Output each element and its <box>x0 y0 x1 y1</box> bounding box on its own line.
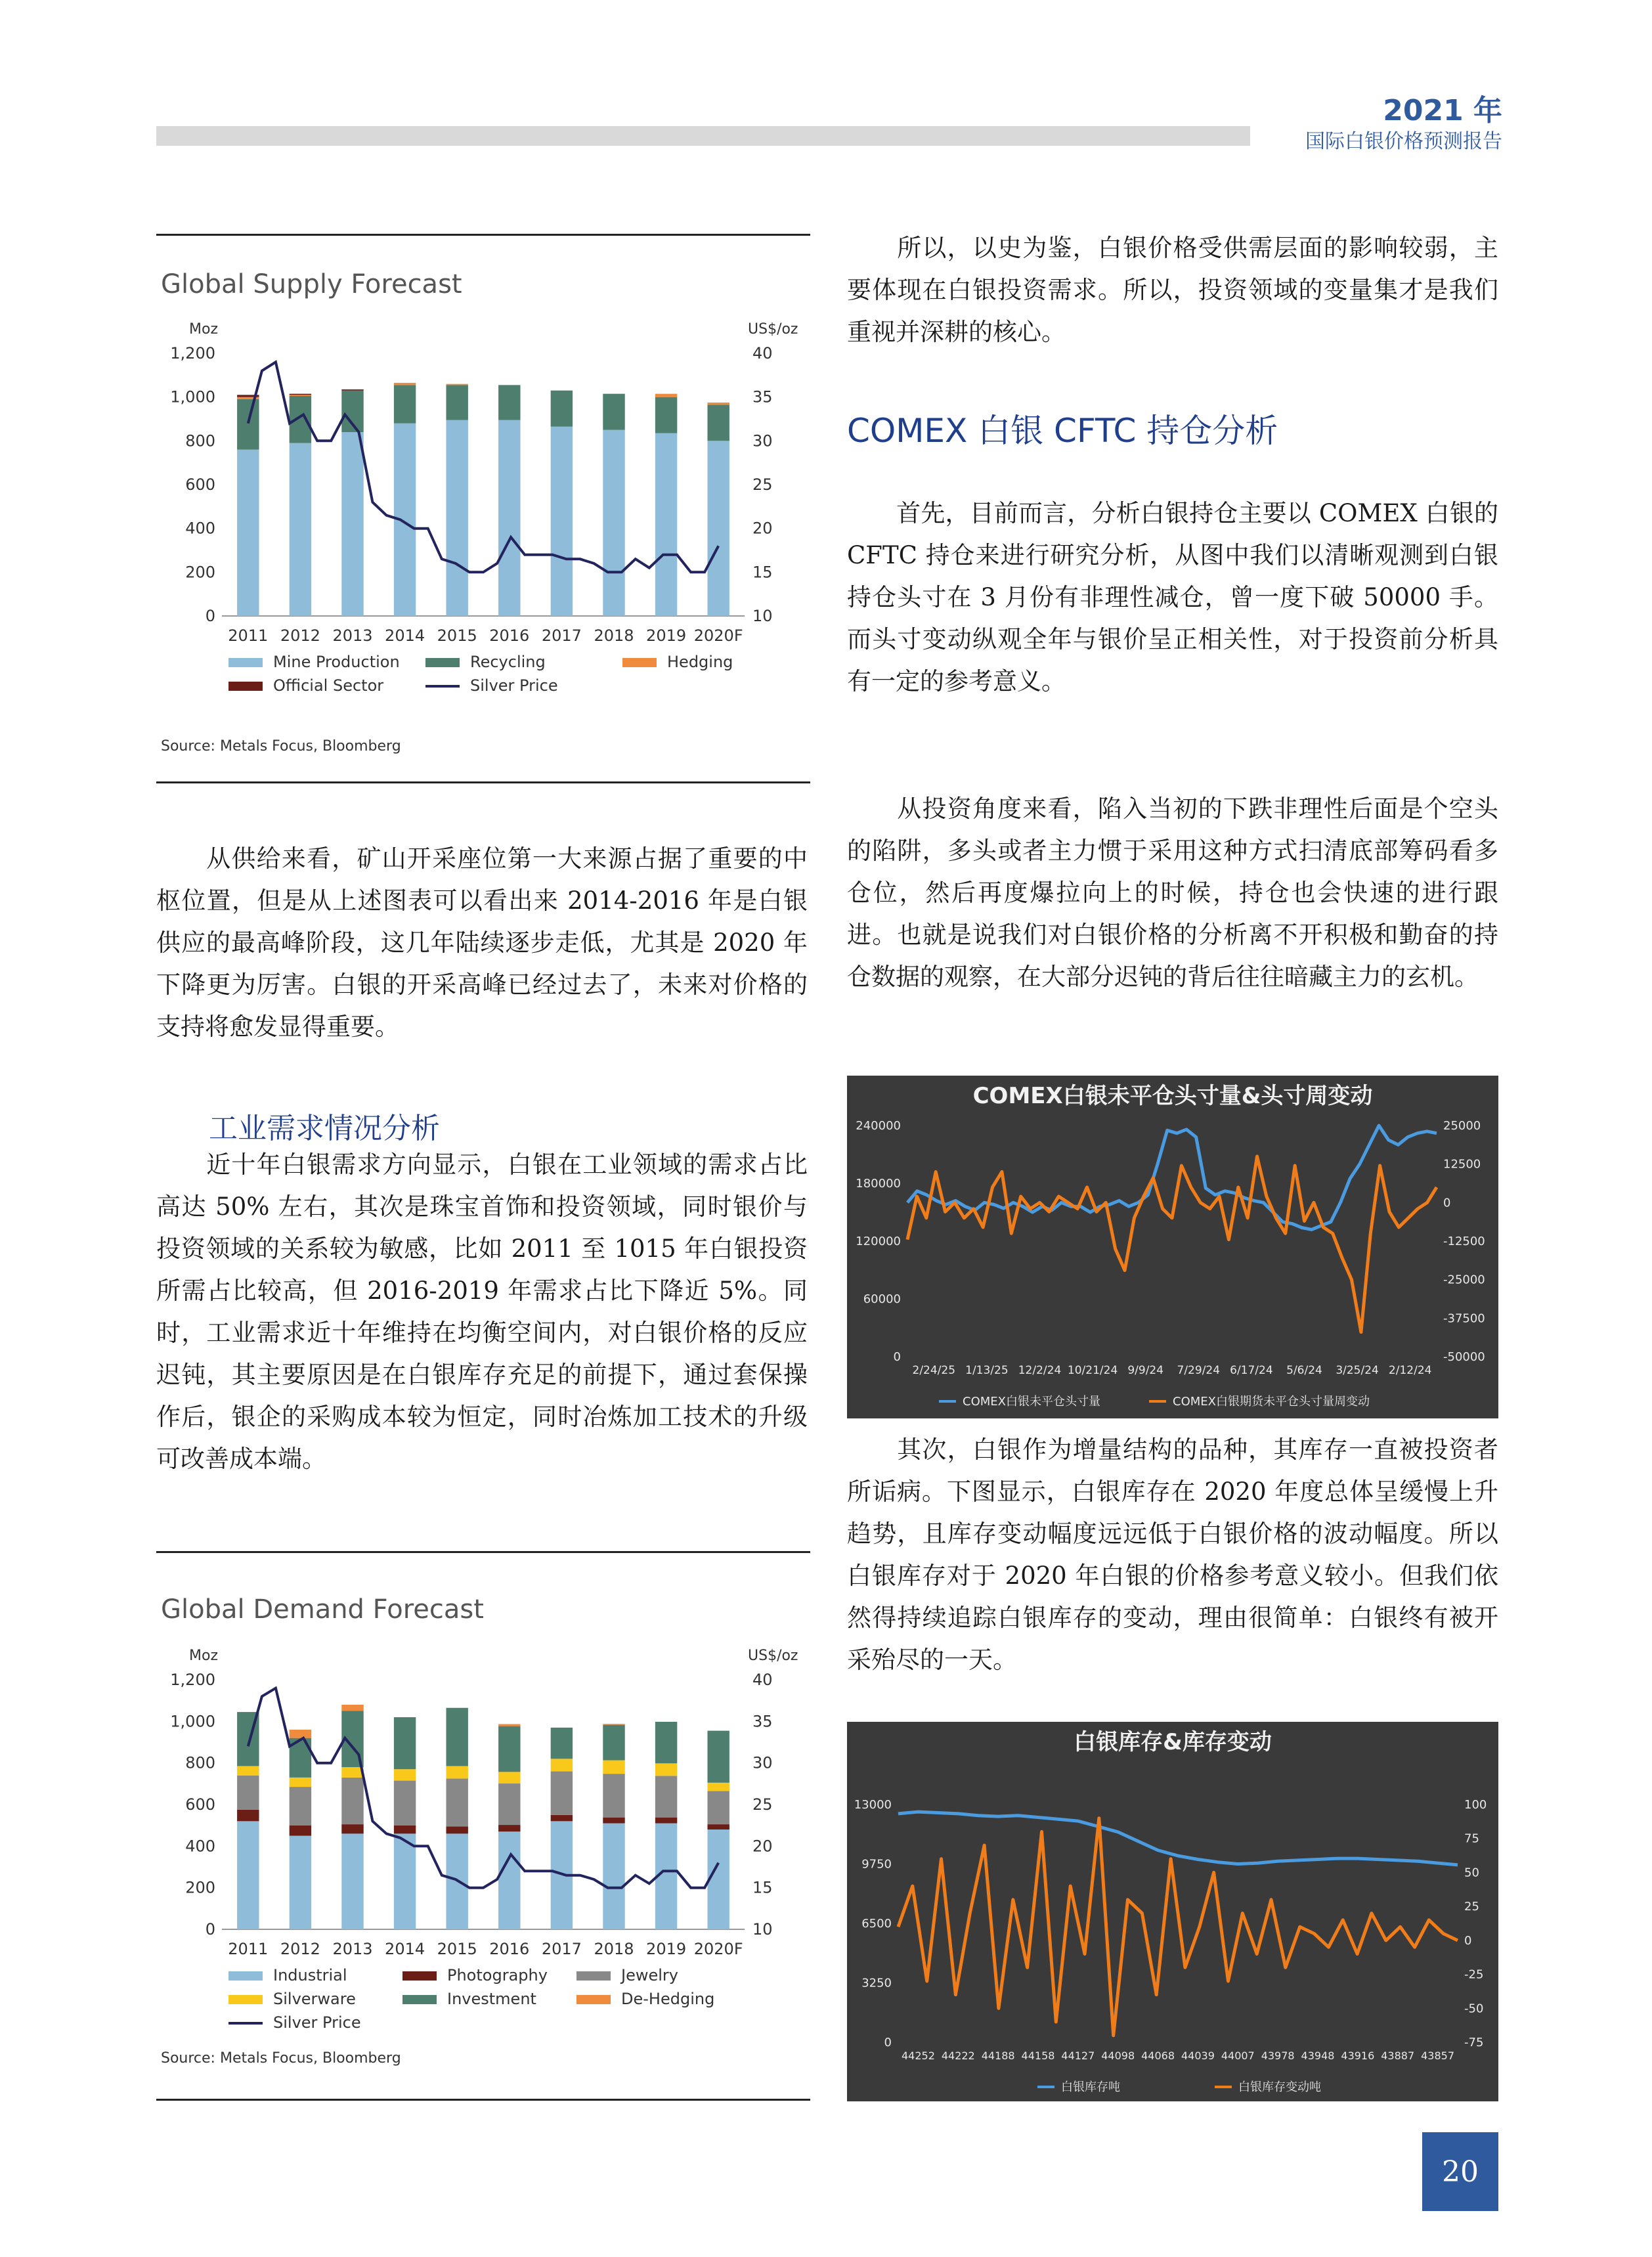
bar-segment <box>498 385 520 420</box>
x-tick-label: 2019 <box>646 1940 687 1958</box>
y-tick-label: 0 <box>893 1350 901 1364</box>
y2-tick-label: -12500 <box>1443 1235 1485 1248</box>
demand-chart <box>156 1642 810 2036</box>
x-tick-label: 2012 <box>280 1940 320 1958</box>
bar-segment <box>603 1824 624 1930</box>
legend-label: Silverware <box>273 1990 356 2008</box>
silver-price-line <box>248 1688 718 1888</box>
bar-segment <box>655 1818 677 1824</box>
invest-paragraph: 从投资角度来看，陷入当初的下跌非理性后面是个空头的陷阱，多头或者主力惯于采用这种方式扫清底部筹码看多仓位，然后再度爆拉向上的时候，持仓也会快速的进行跟进。也就是说我们对白银价格的分析离不开积极和勤奋的持仓数据的观察，在大部分迟钝的背后往往暗藏主力的玄机。 <box>847 795 1498 991</box>
bar-segment <box>237 1821 259 1929</box>
bar-segment <box>237 1766 259 1775</box>
page-number: 20 <box>1422 2132 1498 2211</box>
x-tick-label: 44039 <box>1181 2049 1215 2062</box>
supply-chart <box>156 315 810 722</box>
demand-figure-bottom-rule <box>156 2099 810 2101</box>
bar-segment <box>498 1724 520 1726</box>
bar-segment <box>341 1824 363 1833</box>
legend-label: Hedging <box>667 653 733 671</box>
y2-tick-label: 25 <box>752 475 773 494</box>
x-tick-label: 2011 <box>228 1940 269 1958</box>
header-year: 2021 年 <box>1383 94 1502 127</box>
legend-label: Recycling <box>470 653 546 671</box>
y2-tick-label: 25 <box>752 1795 773 1814</box>
y-tick-label: 1,000 <box>170 1712 215 1731</box>
bar-segment <box>394 1769 416 1780</box>
bar-segment <box>551 1771 573 1815</box>
y2-tick-label: 20 <box>752 519 773 538</box>
x-tick-label: 43948 <box>1301 2049 1335 2062</box>
legend-swatch <box>402 1971 437 1981</box>
supply-chart-source: Source: Metals Focus, Bloomberg <box>161 738 401 755</box>
legend-swatch <box>402 1995 437 2004</box>
y-tick-label: 1,000 <box>170 387 215 406</box>
bar-segment <box>394 385 416 423</box>
x-tick-label: 2017 <box>541 626 582 645</box>
bar-segment <box>290 443 311 616</box>
comex-chart <box>847 1076 1498 1418</box>
bar-segment <box>551 1815 573 1822</box>
legend-label: 白银库存吨 <box>1061 2080 1120 2094</box>
bar-segment <box>394 1781 416 1826</box>
bar-segment <box>290 394 311 395</box>
y-tick-label: 800 <box>185 431 215 450</box>
y-tick-label: 200 <box>185 1878 215 1897</box>
chart-title: 白银库存&库存变动 <box>1074 1729 1272 1755</box>
x-tick-label: 7/29/24 <box>1177 1364 1221 1377</box>
bar-segment <box>446 1708 467 1766</box>
y-tick-label: 60000 <box>863 1292 901 1306</box>
bar-segment <box>498 1726 520 1772</box>
bar-segment <box>237 399 259 450</box>
y2-tick-label: 50 <box>1464 1866 1479 1880</box>
x-tick-label: 2/24/25 <box>912 1364 956 1377</box>
y-tick-label: 400 <box>185 1837 215 1856</box>
y2-tick-label: 0 <box>1464 1933 1472 1948</box>
bar-segment <box>237 450 259 616</box>
x-tick-label: 43916 <box>1341 2049 1375 2062</box>
bar-segment <box>290 1778 311 1787</box>
legend-swatch <box>425 658 460 667</box>
right-unit-label: US$/oz <box>748 1648 798 1664</box>
bar-segment <box>551 391 573 427</box>
header-bar <box>156 126 1250 146</box>
bar-segment <box>237 1776 259 1810</box>
x-tick-label: 12/2/24 <box>1018 1364 1062 1377</box>
bar-segment <box>603 430 624 616</box>
x-tick-label: 2015 <box>437 1940 477 1958</box>
y2-tick-label: 15 <box>752 1878 773 1897</box>
x-tick-label: 2/12/24 <box>1388 1364 1432 1377</box>
x-tick-label: 43978 <box>1261 2049 1295 2062</box>
header-subtitle: 国际白银价格预测报告 <box>1305 130 1502 153</box>
bar-segment <box>603 1761 624 1774</box>
bar-segment <box>341 1767 363 1778</box>
x-tick-label: 44007 <box>1221 2049 1255 2062</box>
bar-segment <box>290 1730 311 1738</box>
bar-segment <box>551 1759 573 1771</box>
x-tick-label: 2012 <box>280 626 320 645</box>
left-unit-label: Moz <box>189 321 218 338</box>
demand-figure-top-rule <box>156 1551 810 1553</box>
bar-segment <box>446 1766 467 1778</box>
x-tick-label: 2020F <box>693 1940 743 1958</box>
x-tick-label: 2013 <box>332 1940 373 1958</box>
y2-tick-label: 0 <box>1443 1196 1451 1210</box>
y2-tick-label: 75 <box>1464 1831 1479 1846</box>
x-tick-label: 9/9/24 <box>1127 1364 1164 1377</box>
bar-segment <box>446 1826 467 1833</box>
bar-segment <box>290 395 311 396</box>
bar-segment <box>341 389 363 391</box>
y-tick-label: 0 <box>884 2036 892 2049</box>
bar-segment <box>446 384 467 385</box>
bar-segment <box>237 1810 259 1821</box>
bar-segment <box>707 1830 729 1929</box>
y2-tick-label: 35 <box>752 1712 773 1731</box>
legend-label: Investment <box>447 1990 536 2008</box>
y2-tick-label: 25 <box>1464 1900 1479 1914</box>
bar-segment <box>655 394 677 397</box>
y-tick-label: 600 <box>185 475 215 494</box>
bar-segment <box>446 385 467 420</box>
x-tick-label: 44188 <box>981 2049 1015 2062</box>
x-tick-label: 2011 <box>228 626 269 645</box>
y2-tick-label: 25000 <box>1443 1119 1481 1133</box>
supply-figure-top-rule <box>156 234 810 236</box>
bar-segment <box>498 1784 520 1825</box>
legend-swatch <box>228 1971 263 1981</box>
y-tick-label: 13000 <box>854 1798 892 1812</box>
y2-tick-label: 100 <box>1464 1798 1487 1812</box>
x-tick-label: 2018 <box>594 626 634 645</box>
bar-segment <box>290 1836 311 1930</box>
bar-segment <box>655 1722 677 1763</box>
bar-segment <box>551 1728 573 1759</box>
x-tick-label: 6/17/24 <box>1230 1364 1273 1377</box>
bar-segment <box>498 1772 520 1783</box>
bar-segment <box>394 1833 416 1929</box>
y-tick-label: 0 <box>205 1920 215 1939</box>
y2-tick-label: 30 <box>752 431 773 450</box>
demand-chart-title: Global Demand Forecast <box>161 1594 484 1625</box>
industry-paragraph: 近十年白银需求方向显示，白银在工业领域的需求占比高达 50% 左右，其次是珠宝首饰和投资领域，同时银价与投资领域的关系较为敏感，比如 2011 至 1015 年白银投资所需占比较高，但 2016-2019 年需求占比下降近 5%。同时，工业需求近十年维持在均衡空间内，对白银价格的反应迟钝，其主要原因是在白银库存充足的前提下，通过套保操作后，银企的采购成本较为恒定，同时冶炼加工技术的升级可改善成本端。 <box>156 1150 808 1473</box>
x-tick-label: 2017 <box>541 1940 582 1958</box>
comex-chart-panel <box>847 1076 1498 1418</box>
y2-tick-label: -37500 <box>1443 1311 1485 1326</box>
bar-segment <box>498 1825 520 1831</box>
x-tick-label: 44068 <box>1141 2049 1175 2062</box>
y2-tick-label: -50000 <box>1443 1350 1485 1364</box>
bar-segment <box>290 1787 311 1826</box>
bar-segment <box>394 383 416 385</box>
bar-segment <box>290 396 311 443</box>
bar-segment <box>341 1778 363 1824</box>
right-unit-label: US$/oz <box>748 321 798 338</box>
cftc-paragraph: 首先，目前而言，分析白银持仓主要以 COMEX 白银的 CFTC 持仓来进行研究分析，从图中我们以清晰观测到白银持仓头寸在 3 月份有非理性减仓，曾一度下破 50000 手。而头寸变动纵观全年与银价呈正相关性，对于投资前分析具有一定的参考意义。 <box>847 499 1498 695</box>
legend-swatch <box>576 1995 611 2004</box>
x-tick-label: 44222 <box>941 2049 975 2062</box>
legend-label: COMEX白银期货未平仓头寸量周变动 <box>1173 1395 1370 1409</box>
y2-tick-label: -50 <box>1464 2002 1484 2016</box>
bar-segment <box>394 1826 416 1834</box>
demand-chart-source: Source: Metals Focus, Bloomberg <box>161 2050 401 2067</box>
x-tick-label: 2014 <box>385 626 425 645</box>
y-tick-label: 1,200 <box>170 1671 215 1689</box>
bar-segment <box>707 441 729 616</box>
bar-segment <box>446 420 467 616</box>
bar-segment <box>603 1725 624 1761</box>
legend-label: Silver Price <box>470 676 558 695</box>
bar-segment <box>498 420 520 616</box>
y2-tick-label: 40 <box>752 1671 773 1689</box>
x-tick-label: 10/21/24 <box>1067 1364 1118 1377</box>
y-tick-label: 600 <box>185 1795 215 1814</box>
y2-tick-label: 40 <box>752 344 773 362</box>
bar-segment <box>290 1826 311 1836</box>
y2-tick-label: -25 <box>1464 1967 1484 1982</box>
bar-segment <box>446 1778 467 1826</box>
bar-segment <box>498 1831 520 1929</box>
legend-label: COMEX白银未平仓头寸量 <box>963 1395 1100 1409</box>
x-tick-label: 43857 <box>1421 2049 1455 2062</box>
bar-segment <box>603 394 624 430</box>
x-tick-label: 2020F <box>693 626 743 645</box>
bar-segment <box>707 1824 729 1830</box>
left-unit-label: Moz <box>189 1648 218 1664</box>
legend-label: Silver Price <box>273 2013 361 2032</box>
y-tick-label: 180000 <box>856 1177 901 1191</box>
supply-paragraph: 从供给来看，矿山开采座位第一大来源占据了重要的中枢位置，但是从上述图表可以看出来 2014-2016 年是白银供应的最高峰阶段，这几年陆续逐步走低，尤其是 2020 年下降更为厉害。白银的开采高峰已经过去了，未来对价格的支持将愈发显得重要。 <box>156 844 808 1041</box>
y2-tick-label: 20 <box>752 1837 773 1856</box>
bar-segment <box>655 1763 677 1776</box>
x-tick-label: 5/6/24 <box>1286 1364 1322 1377</box>
series-line <box>907 1156 1437 1332</box>
y-tick-label: 3250 <box>861 1976 892 1990</box>
chart-title: COMEX白银未平仓头寸量&头寸周变动 <box>972 1083 1373 1109</box>
y-tick-label: 120000 <box>856 1235 901 1248</box>
bar-segment <box>655 397 677 433</box>
y-tick-label: 800 <box>185 1753 215 1772</box>
x-tick-label: 2019 <box>646 626 687 645</box>
x-tick-label: 2016 <box>489 626 530 645</box>
y-tick-label: 9750 <box>861 1857 892 1872</box>
stock-chart-panel <box>847 1722 1498 2101</box>
legend-label: Official Sector <box>273 676 384 695</box>
legend-swatch <box>622 658 657 667</box>
y2-tick-label: 30 <box>752 1753 773 1772</box>
x-tick-label: 44158 <box>1021 2049 1055 2062</box>
y2-tick-label: 35 <box>752 387 773 406</box>
x-tick-label: 43887 <box>1381 2049 1415 2062</box>
y-tick-label: 200 <box>185 563 215 582</box>
bar-segment <box>707 403 729 405</box>
bar-segment <box>603 1818 624 1824</box>
bar-segment <box>655 433 677 616</box>
x-tick-label: 44252 <box>901 2049 935 2062</box>
bar-segment <box>551 427 573 616</box>
y2-tick-label: 12500 <box>1443 1157 1481 1172</box>
supply-figure-bottom-rule <box>156 781 810 783</box>
y-tick-label: 6500 <box>861 1917 892 1931</box>
bar-segment <box>707 1791 729 1824</box>
x-tick-label: 2014 <box>385 1940 425 1958</box>
bar-segment <box>394 1717 416 1769</box>
legend-label: Jewelry <box>621 1966 678 1984</box>
x-tick-label: 2018 <box>594 1940 634 1958</box>
silver-price-line <box>248 362 718 572</box>
y2-tick-label: -25000 <box>1443 1273 1485 1287</box>
x-tick-label: 1/13/25 <box>965 1364 1009 1377</box>
x-tick-label: 44127 <box>1061 2049 1095 2062</box>
legend-swatch <box>228 658 263 667</box>
legend-label: Mine Production <box>273 653 400 671</box>
stock-chart <box>847 1722 1498 2101</box>
legend-label: Industrial <box>273 1966 347 1984</box>
bar-segment <box>655 1776 677 1817</box>
bar-segment <box>603 1774 624 1818</box>
x-tick-label: 3/25/24 <box>1336 1364 1379 1377</box>
bar-segment <box>707 405 729 441</box>
stock-paragraph: 其次，白银作为增量结构的品种，其库存一直被投资者所诟病。下图显示，白银库存在 2020 年度总体呈缓慢上升趋势，且库存变动幅度远远低于白银价格的波动幅度。所以白银库存对于 2020 年白银的价格参考意义较小。但我们依然得持续追踪白银库存的变动，理由很简单：白银终有被开采殆尽的一天。 <box>847 1435 1498 1674</box>
legend-swatch <box>228 1995 263 2004</box>
y-tick-label: 240000 <box>856 1119 901 1133</box>
legend-label: De-Hedging <box>621 1990 715 2008</box>
legend-swatch <box>576 1971 611 1981</box>
y2-tick-label: 10 <box>752 1920 773 1939</box>
y-tick-label: 0 <box>205 607 215 625</box>
bar-segment <box>707 1783 729 1791</box>
x-tick-label: 2015 <box>437 626 477 645</box>
y-tick-label: 400 <box>185 519 215 538</box>
bar-segment <box>341 432 363 616</box>
x-tick-label: 2016 <box>489 1940 530 1958</box>
legend-swatch <box>228 682 263 691</box>
x-tick-label: 44098 <box>1101 2049 1135 2062</box>
y-tick-label: 1,200 <box>170 344 215 362</box>
intro-paragraph: 所以，以史为鉴，白银价格受供需层面的影响较弱，主要体现在白银投资需求。所以，投资领域的变量集才是我们重视并深耕的核心。 <box>847 234 1498 346</box>
bar-segment <box>707 1731 729 1783</box>
y2-tick-label: 15 <box>752 563 773 582</box>
legend-label: Photography <box>447 1966 548 1984</box>
bar-segment <box>341 1833 363 1929</box>
legend-label: 白银库存变动吨 <box>1238 2080 1321 2094</box>
y2-tick-label: -75 <box>1464 2036 1484 2049</box>
bar-segment <box>603 1724 624 1725</box>
supply-chart-title: Global Supply Forecast <box>161 269 462 299</box>
industry-heading: 工业需求情况分析 <box>209 1112 440 1145</box>
x-tick-label: 2013 <box>332 626 373 645</box>
y2-tick-label: 10 <box>752 607 773 625</box>
section-heading: COMEX 白银 CFTC 持仓分析 <box>847 412 1278 450</box>
bar-segment <box>341 1705 363 1711</box>
series-line <box>898 1818 1458 2036</box>
